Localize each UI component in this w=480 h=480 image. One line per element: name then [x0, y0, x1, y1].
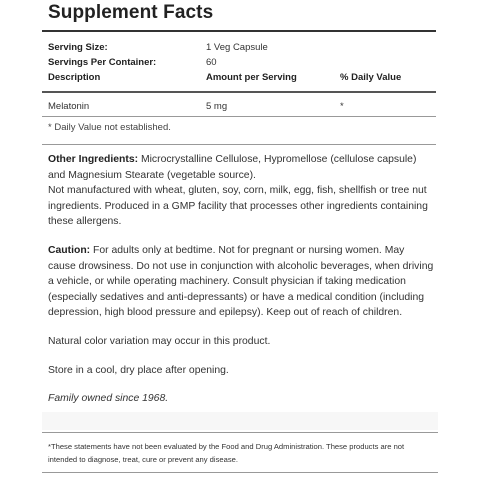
dv-note: * Daily Value not established.: [48, 122, 171, 133]
header-rule: [42, 91, 436, 93]
col-daily-value: % Daily Value: [340, 72, 402, 83]
serving-size-row: [48, 42, 436, 56]
caution-label: Caution:: [48, 244, 91, 256]
other-ingredients-label: Other Ingredients:: [48, 154, 139, 165]
fda-disclaimer: *These statements have not been evaluated by the Food and Drug Administration. These products are not intended to diagnose, treat, cure or prevent any disease.: [42, 432, 438, 473]
supplement-facts-panel: [42, 30, 436, 145]
servings-label: Servings Per Container:: [48, 57, 157, 68]
ingredient-amount: 5 mg: [206, 101, 228, 112]
other-ingredients-text: Microcrystalline Cellulose, Hypromellose (cellulose capsule) and Magnesium Stearate (vegetable source).: [48, 154, 417, 181]
storage-note: Store in a cool, dry place after opening.: [48, 364, 229, 376]
other-ingredients-paragraph: [48, 152, 434, 230]
supplement-facts-title: Supplement Facts: [48, 2, 214, 23]
serving-size-label: Serving Size:: [48, 42, 108, 53]
allergen-text: Not manufactured with wheat, gluten, soy, corn, milk, egg, fish, shellfish or tree nut ingredients. Produced in a GMP facility that processes other ingredients containing these allergens.: [48, 185, 428, 228]
caution-paragraph: [48, 243, 434, 321]
ingredient-rule: [42, 116, 436, 117]
col-amount: Amount per Serving: [206, 72, 297, 83]
ingredient-row: [48, 101, 436, 115]
col-description: Description: [48, 72, 101, 83]
column-header-row: [48, 72, 436, 86]
product-details: [48, 152, 434, 420]
servings-row: [48, 57, 436, 71]
ingredient-dv: *: [340, 101, 344, 112]
serving-size-value: 1 Veg Capsule: [206, 42, 268, 53]
servings-value: 60: [206, 57, 217, 68]
divider-band: [42, 412, 438, 430]
facts-bottom-rule: [42, 144, 436, 145]
family-note: Family owned since 1968.: [48, 393, 169, 405]
color-note: Natural color variation may occur in this product.: [48, 335, 271, 347]
facts-table: [42, 32, 436, 144]
caution-text: For adults only at bedtime. Not for pregnant or nursing women. May cause drowsiness. Do not use in conjunction with alcoholic beverages, when driving a vehicle, or while operating machinery. Consult physician if taking medication (especially sedatives and anti-depressants) or have a medical condition (including depression, high blood pressure and epilepsy). Keep out of reach of children.: [48, 244, 434, 319]
ingredient-name: Melatonin: [48, 101, 90, 112]
